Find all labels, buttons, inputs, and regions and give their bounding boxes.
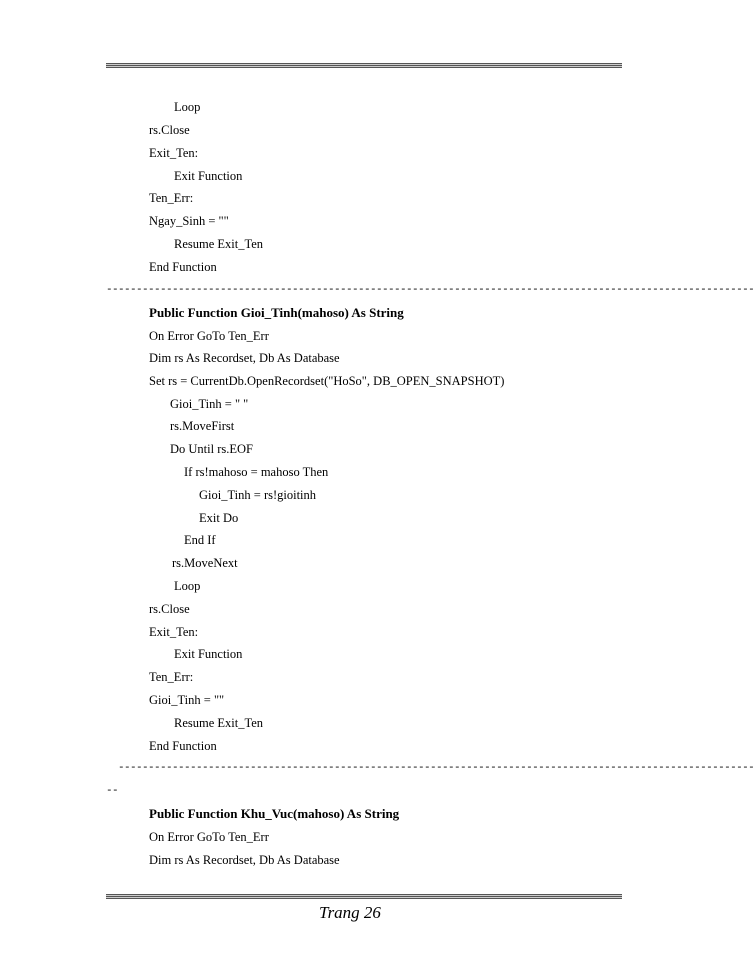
function-heading: Public Function Gioi_Tinh(mahoso) As String — [149, 305, 404, 320]
code-line: Do Until rs.EOF — [170, 442, 253, 456]
code-line: Exit_Ten: — [149, 625, 199, 639]
code-line: Exit Function — [174, 647, 243, 661]
code-line: End Function — [149, 739, 217, 753]
code-line: Loop — [174, 579, 201, 593]
code-line: Dim rs As Recordset, Db As Database — [149, 853, 340, 867]
code-line: If rs!mahoso = mahoso Then — [184, 465, 329, 479]
code-line: Resume Exit_Ten — [174, 716, 264, 730]
code-line: End If — [184, 533, 216, 547]
code-line: Gioi_Tinh = " " — [170, 397, 249, 411]
code-line: Loop — [174, 100, 201, 114]
code-line: rs.MoveFirst — [170, 419, 235, 433]
separator-line: ---------------------------------------------------------------------------------------------------------- — [118, 762, 754, 774]
code-line: On Error GoTo Ten_Err — [149, 329, 269, 343]
page-number: Trang 26 — [319, 903, 381, 922]
footer-rule — [106, 894, 622, 899]
code-line: Gioi_Tinh = "" — [149, 693, 225, 707]
code-line: Dim rs As Recordset, Db As Database — [149, 351, 340, 365]
code-line: Exit Do — [199, 511, 239, 525]
code-line: On Error GoTo Ten_Err — [149, 830, 269, 844]
separator-line: ------------------------------------------------------------------------------------------------------------ — [106, 284, 754, 296]
code-line: End Function — [149, 260, 217, 274]
code-line: rs.MoveNext — [172, 556, 238, 570]
code-line: Exit_Ten: — [149, 146, 199, 160]
code-line: Ten_Err: — [149, 191, 194, 205]
code-line: Ten_Err: — [149, 670, 194, 684]
code-line: rs.Close — [149, 602, 190, 616]
code-line: Gioi_Tinh = rs!gioitinh — [199, 488, 317, 502]
code-line: Ngay_Sinh = "" — [149, 214, 229, 228]
function-heading: Public Function Khu_Vuc(mahoso) As String — [149, 806, 400, 821]
code-line: rs.Close — [149, 123, 190, 137]
code-line: Exit Function — [174, 169, 243, 183]
separator-line-tail: -- — [106, 785, 119, 797]
header-rule — [106, 63, 622, 68]
code-line: Resume Exit_Ten — [174, 237, 264, 251]
code-line: Set rs = CurrentDb.OpenRecordset("HoSo", DB_OPEN_SNAPSHOT) — [149, 374, 505, 388]
